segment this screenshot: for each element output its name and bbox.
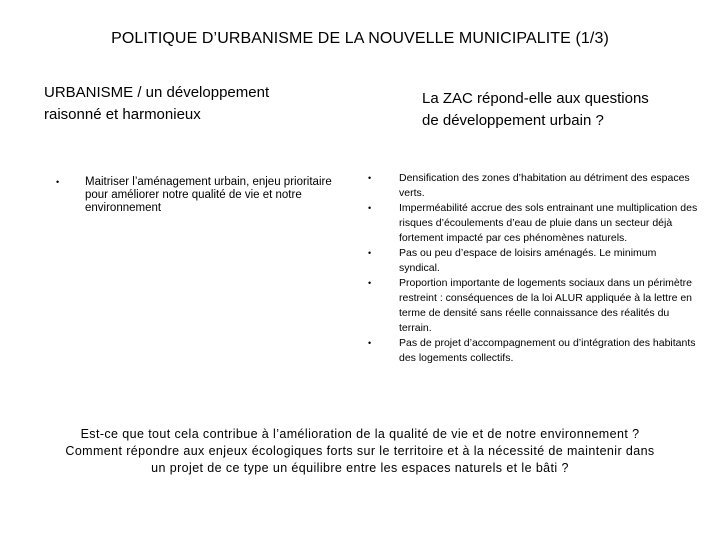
list-item-text: Pas de projet d’accompagnement ou d’intégration des habitants des logements collectifs.	[399, 337, 696, 364]
left-heading-line-1: URBANISME / un développement	[44, 84, 270, 101]
conclusion-line-1: Est-ce que tout cela contribue à l’amélioration de la qualité de vie et de notre environnement ?	[80, 427, 640, 441]
list-item	[368, 276, 698, 336]
conclusion-paragraph	[30, 426, 690, 477]
list-item-text: Proportion importante de logements sociaux dans un périmètre restreint : conséquences de la loi ALUR appliquée à la lettre en terme de densité sans réelle connaissance des réalités du terrain.	[399, 277, 693, 334]
right-heading-line-1: La ZAC répond-elle aux questions	[422, 90, 649, 107]
list-item	[56, 176, 356, 215]
conclusion-line-2: Comment répondre aux enjeux écologiques forts sur le territoire et à la nécessité de maintenir dans	[65, 444, 655, 458]
list-item-text: Pas ou peu d’espace de loisirs aménagés. Le minimum syndical.	[399, 247, 657, 274]
bullet-icon: •	[368, 278, 372, 288]
right-heading-line-2: de développement urbain ?	[422, 112, 604, 129]
list-item	[368, 246, 698, 276]
list-item	[368, 201, 698, 246]
bullet-icon: •	[368, 203, 372, 213]
list-item-text: Imperméabilité accrue des sols entrainant une multiplication des risques d’écoulements d’eau de pluie dans un secteur déjà fortement impacté par ces phénomènes naturels.	[399, 202, 698, 244]
list-item	[368, 336, 698, 366]
list-item	[368, 171, 698, 201]
conclusion-line-3: un projet de ce type un équilibre entre les espaces naturels et le bâti ?	[151, 461, 569, 475]
bullet-icon: •	[368, 173, 372, 183]
page-title: POLITIQUE D’URBANISME DE LA NOUVELLE MUNICIPALITE (1/3)	[111, 30, 609, 47]
list-item-text: Maitriser l’aménagement urbain, enjeu prioritaire pour améliorer notre qualité de vie et notre environnement	[85, 176, 332, 214]
left-heading-line-2: raisonné et harmonieux	[44, 106, 201, 123]
left-bullet-list	[56, 176, 356, 215]
bullet-icon: •	[368, 338, 372, 348]
right-section-heading	[422, 88, 692, 132]
bullet-icon: •	[368, 248, 372, 258]
bullet-icon: •	[56, 177, 60, 187]
list-item-text: Densification des zones d’habitation au détriment des espaces verts.	[399, 172, 690, 199]
left-section-heading	[44, 82, 334, 126]
right-bullet-list	[368, 171, 698, 366]
